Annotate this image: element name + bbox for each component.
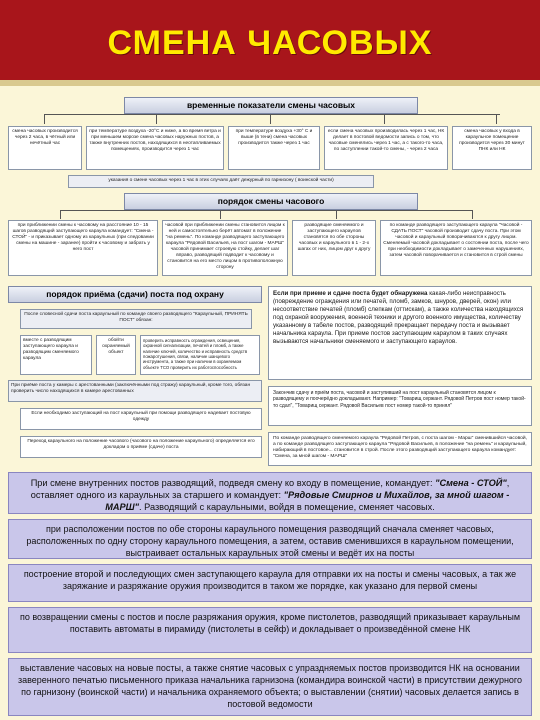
section-change-title: порядок смены часового (124, 193, 418, 210)
fault-box-title: Если при приеме и сдаче поста будет обнаружена (273, 290, 428, 297)
section-accept-title: порядок приёма (сдачи) поста под охрану (8, 286, 262, 303)
connector (156, 114, 157, 124)
change-cell-4: по команде разводящего заступающего караула "Часовой - СДАТЬ ПОСТ" часовой производит сдачу поста. При этом часовой и караульный поворачиваются к другу лицом. Сменяемый часовой докладывает о состоянии поста, после чего при необходимости докладывает о замеченных нарушениях, затем часовой поворачивается и становится в строй смены (380, 220, 532, 276)
inner-posts-text-2: , оставляет одного из караульных за старшего и командует: (30, 478, 510, 501)
both-sides-block: при расположении постов по обе стороны караульного помещения разводящий сначала сменяет часовых, расположенных по одну сторону караульного помещения, а затем, оставив сменившихся в караульном помещении, выстраивает остальных караульных этой смены и ведёт их на посты (8, 519, 532, 559)
connector (336, 210, 337, 219)
connector (220, 210, 221, 219)
time-note: указания о смене часовых через 1 час в этих случаях даёт дежурный по гарнизону ( воинской части) (68, 175, 374, 188)
fault-box-text: какая-либо неисправность (повреждение ограждения или печатей, пломб, замков, шнуров, дверей, окон) или несоответствие печатей (пломб) слепкам (оттискам), а также количества находящихся под охраной вооружения, военной техники и другого военного имущества, количеству указанному в табеле постов, разводящий прекращает передачу поста и вызывает начальника караула. При приеме постов заступающим караулом в таких случаях вызываются начальники сменяемого и заступающего караулов. (273, 290, 524, 346)
report-box: Закончив сдачу и приём поста, часовой и заступивший на пост караульный становятся лицом к разводящему и поочерёдно докладывают. Например: "Товарищ сержант. Рядовой Петров пост номер такой-то сдал", "Товарищ сержант. Рядовой Васильев пост номер такой-то принял" (268, 386, 532, 426)
accept-row3: Если необходимо заступающий на пост караульный при помощи разводящего надевает постовую одежду (20, 408, 262, 430)
inner-posts-text-3: . Разводящий с караульными, войдя в помещение, сменяет часовых. (139, 502, 435, 513)
connector (60, 210, 472, 211)
time-cell-5: смена часовых у входа в караульное помещение производится через 30 минут ПНК или НК (452, 126, 532, 170)
return-block: по возвращении смены с постов и после разряжания оружия, кроме пистолетов, разводящий приказывает караульным поставить автоматы в пирамиду (пистолеты в сейф) и докладывает о произведённой смене НК (8, 607, 532, 653)
leave-post-box: По команде разводящего сменяемого караула "Рядовой Петров, с поста шагом - Марш" сменившийся часовой, а по команде разводящего заступающего караула "Рядовой Васильев, в положение "на ремень" и караульный, набирающий в постовое... становится в строй. После этого разводящий заступающего караула командует: "Смена, за мной шагом - МАРШ" (268, 432, 532, 466)
change-cell-2: часовой при приближении смены становится лицом к ней и самостоятельно берёт автомат в положение "на ремень". По команде разводящего заступающего караула "Рядовой Васильев, на пост шагом - МАРШ" часовой принимает строевую стойку, делает шаг вправо, разводящий подводит к часовому и становится на его место лицом в противоположную сторону (162, 220, 288, 276)
connector (472, 210, 473, 219)
connector (384, 114, 385, 124)
next-shifts-block: построение второй и последующих смен заступающего караула для отправки их на посты и смены часовых, а так же заряжание и разряжание оружия производится в таком же порядке, как указано для первой смены (8, 564, 532, 602)
page-title: СМЕНА ЧАСОВЫХ (107, 24, 433, 62)
accept-row2: При приёме поста у камеры с арестованными (заключёнными под стражу) караульный, кроме того, обязан проверить число находящихся в камере арестованных (8, 380, 262, 402)
connector (44, 114, 45, 124)
fault-box (268, 286, 532, 380)
time-cell-2: при температуре воздуха -20°С и ниже, а во время ветра и при меньшем морозе смена часовых наружных постов, а также внутренних постов, находящихся в неотапливаемых помещениях, производится через 1 час (86, 126, 224, 170)
change-cell-1: при приближении смены к часовому на расстояние 10 - 15 шагов разводящий заступающего караула командует: "Смена - СТОЙ" - и приказывает одному из караульных (при следовании смены на машине - заранее) пройти к часовому и забрать у него пост (8, 220, 158, 276)
accept-row4: Переход караульного на положение часового (часового на положение караульного) определяется его докладом о приёме (сдаче) поста (20, 436, 262, 458)
header-banner (0, 0, 540, 86)
connector (44, 114, 500, 115)
inner-posts-block (8, 472, 532, 514)
connector (270, 114, 271, 124)
accept-mid: обойти охраняемый объект (96, 335, 136, 375)
inner-posts-cmd-1: "Смена - СТОЙ" (435, 478, 507, 488)
time-cell-4: если смена часовых производилась через 1 час, НК делает в постовой ведомости запись о том, что часовые сменялись через 1 час, а с такого-то часа, по заступлении такой-то смены, - через 2 часа (324, 126, 448, 170)
new-posts-block: выставление часовых на новые посты, а также снятие часовых с упраздняемых постов производится НК на основании заверенного печатью письменного приказа начальника гарнизона (командира воинской части) в присутствии дежурного по гарнизону (воинской части) и начальника охраняемого объекта; о выставлении (снятии) часовых делается запись в постовой ведомости (8, 658, 532, 716)
time-cell-1: смена часовых производится через 2 часа, в чётный или нечётный час (8, 126, 82, 170)
inner-posts-text-1: При смене внутренних постов разводящий, подведя смену ко входу в помещение, командует: (30, 478, 436, 488)
connector (60, 210, 61, 219)
accept-detail: проверить исправность ограждения, освещения, охранной сигнализации, печатей и пломб, а также наличие ключей, количество и исправность средств пожаротушения, связи, наличие шанцевого инструмента, а также при наличии в охраняемом объекте ТСО проверить их работоспособность (140, 335, 260, 375)
accept-intro: После словесной сдачи поста караульный по команде своего разводящего "Караульный, ПРИНЯТЬ ПОСТ" обязан: (20, 309, 252, 329)
accept-left: вместе с разводящим заступающего караула и разводящим сменяемого караула (20, 335, 92, 375)
change-cell-3: разводящие сменяемого и заступающего караулов становятся по обе стороны часовых и караульного в 1 - 2-х шагах от них, лицом друг к другу (292, 220, 376, 276)
section-time-title: временные показатели смены часовых (124, 97, 418, 114)
inner-posts-cmd-2: "Рядовые Смирнов и Михайлов, за мной шагом - МАРШ" (105, 490, 510, 513)
connector (496, 114, 497, 124)
time-cell-3: при температуре воздуха +30° С и выше (в тени) смена часовых производится также через 1 час (228, 126, 320, 170)
